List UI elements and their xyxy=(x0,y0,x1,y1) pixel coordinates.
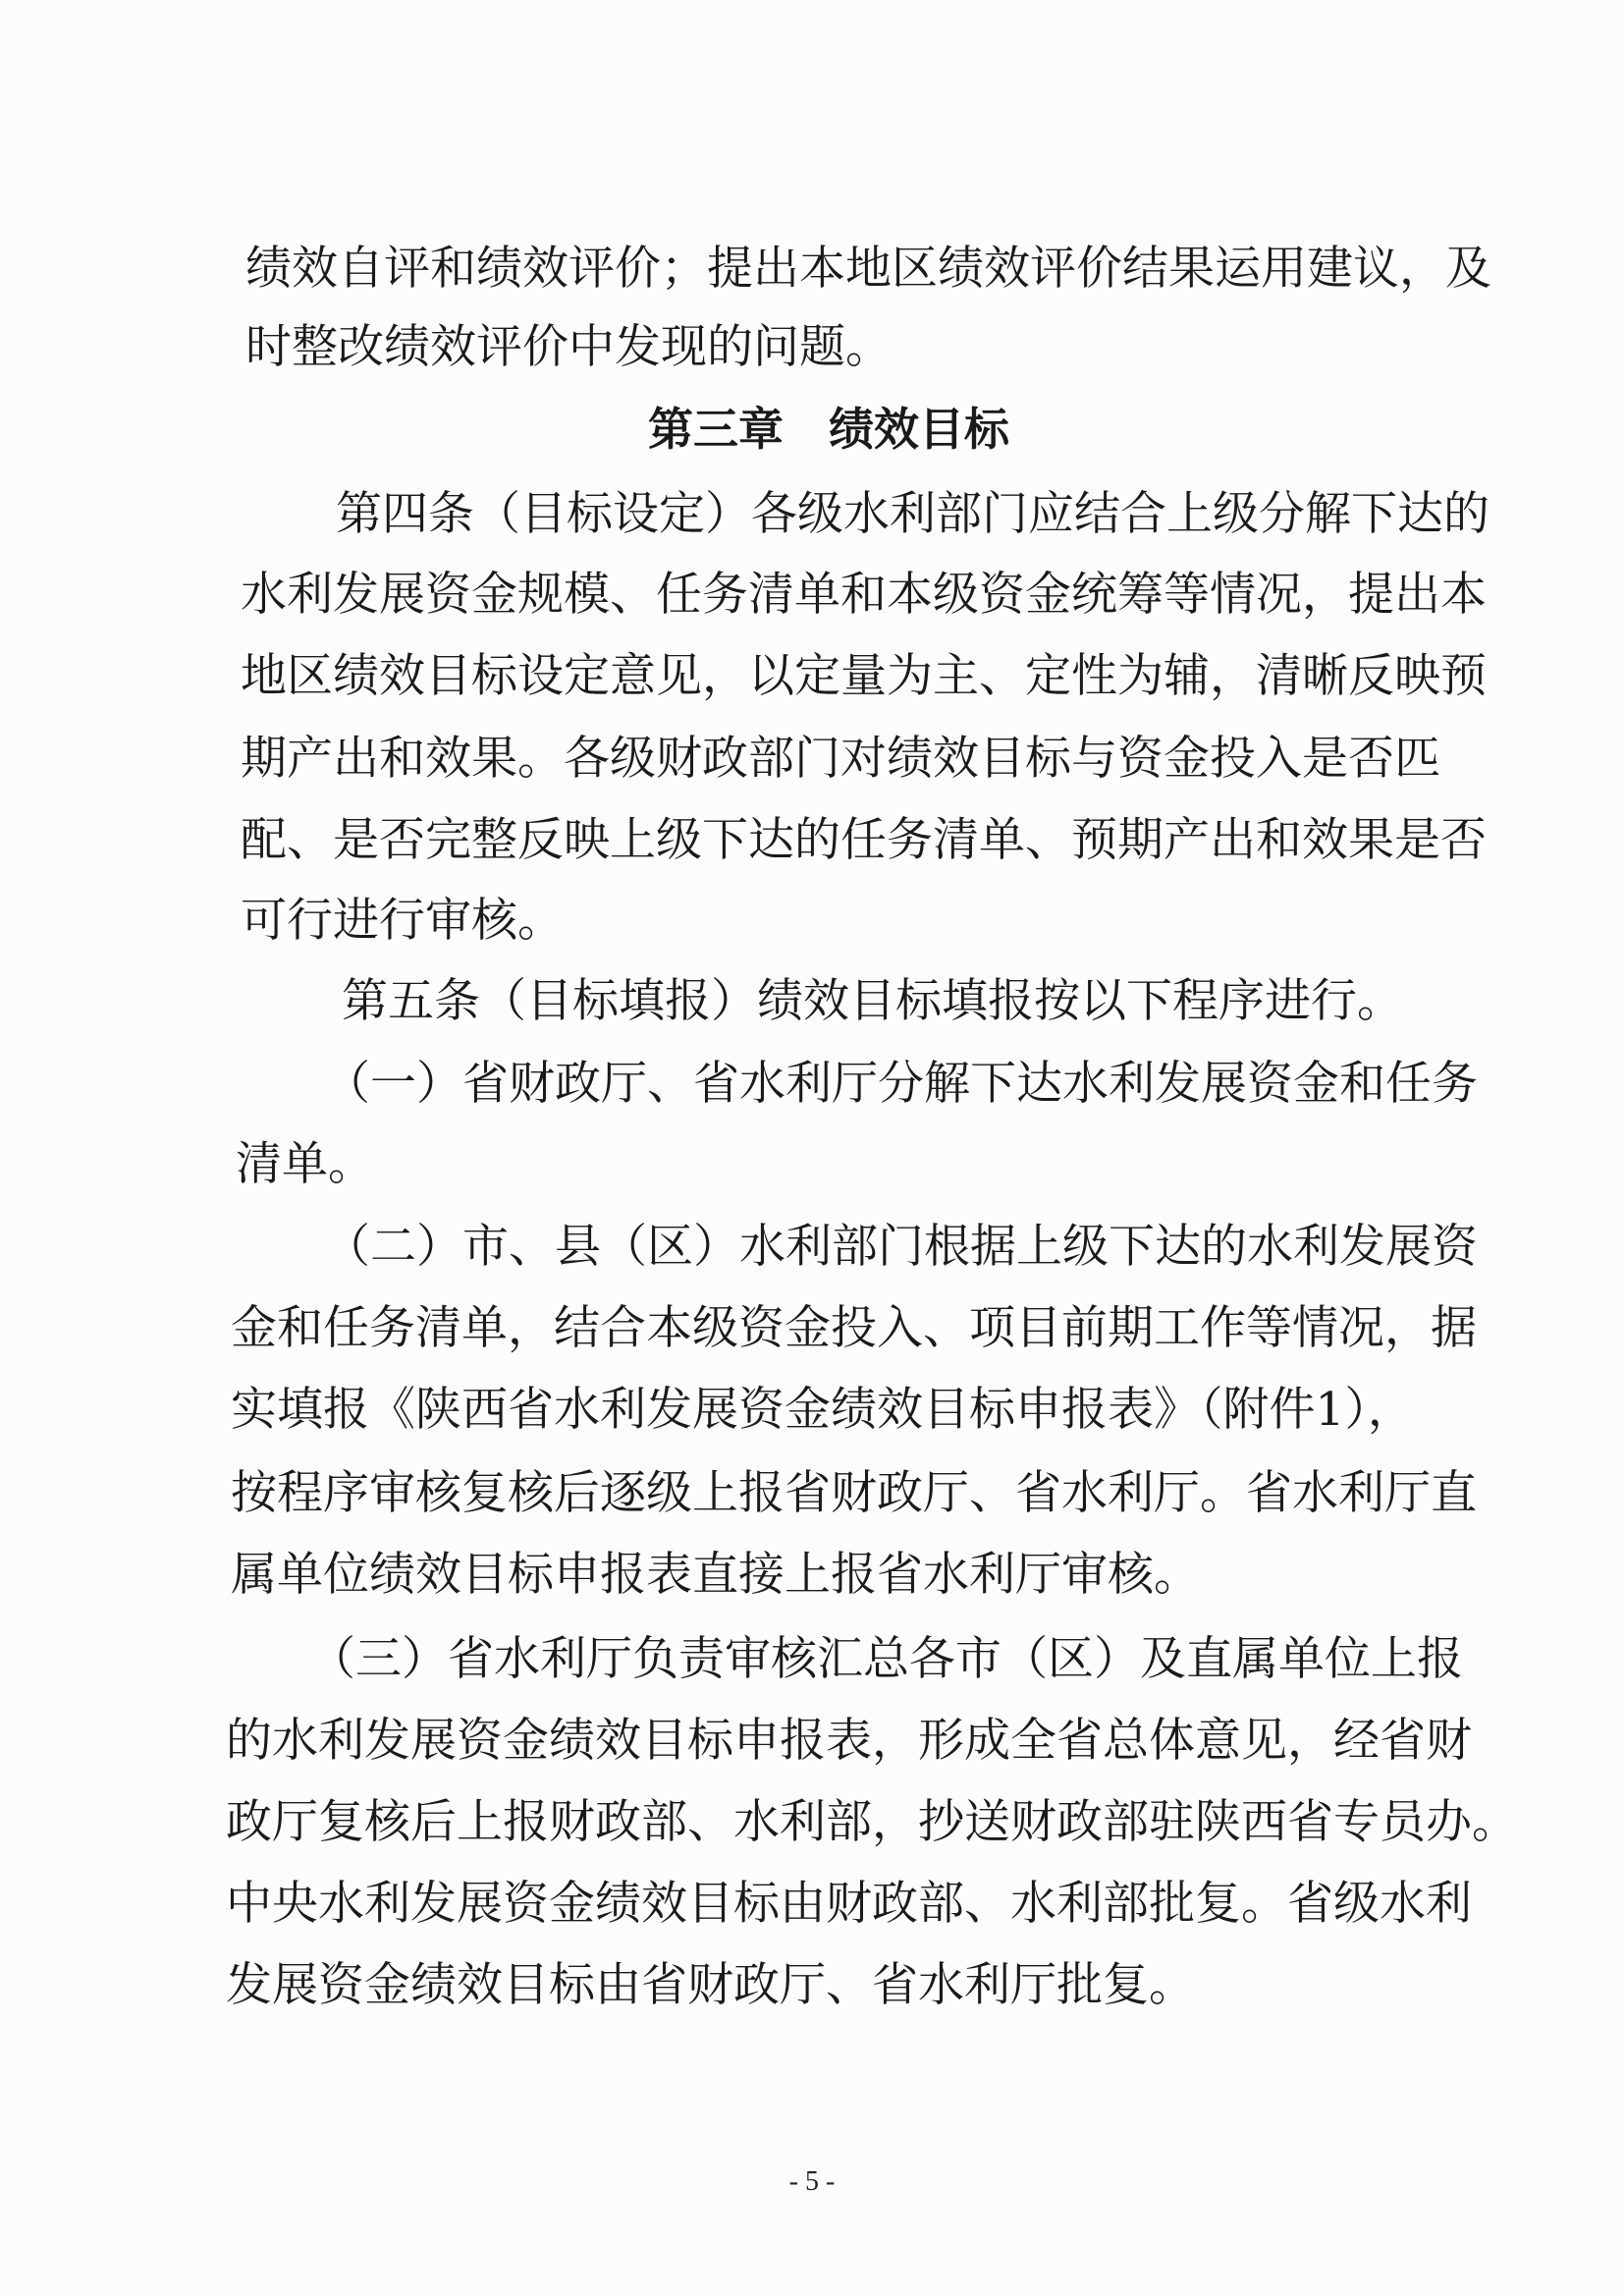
text-line-9: 第五条（目标填报）绩效目标填报按以下程序进行。 xyxy=(342,974,1403,1028)
text-line-19: 政厅复核后上报财政部、水利部，抄送财政部驻陕西省专员办。 xyxy=(226,1795,1518,1849)
text-line-11: 清单。 xyxy=(236,1137,374,1191)
text-line-14: 实填报《陕西省水利发展资金绩效目标申报表》（附件1）， xyxy=(231,1383,1414,1437)
text-line-13: 金和任务清单，结合本级资金投入、项目前期工作等情况，据 xyxy=(231,1301,1477,1355)
text-line-7: 配、是否完整反映上级下达的任务清单、预期产出和效果是否 xyxy=(241,813,1487,867)
text-line-15: 按程序审核复核后逐级上报省财政厅、省水利厅。省水利厅直 xyxy=(231,1466,1477,1520)
page-number: - 5 - xyxy=(788,2166,836,2197)
text-line-4: 水利发展资金规模、任务清单和本级资金统筹等情况，提出本 xyxy=(241,568,1487,622)
text-line-10: （一）省财政厅、省水利厅分解下达水利发展资金和任务 xyxy=(324,1057,1478,1111)
text-line-12: （二）市、县（区）水利部门根据上级下达的水利发展资 xyxy=(324,1220,1478,1274)
text-line-6: 期产出和效果。各级财政部门对绩效目标与资金投入是否匹 xyxy=(241,732,1440,786)
text-line-16: 属单位绩效目标申报表直接上报省水利厅审核。 xyxy=(231,1548,1200,1602)
text-line-5: 地区绩效目标设定意见，以定量为主、定性为辅，清晰反映预 xyxy=(241,649,1487,703)
text-line-17: （三）省水利厅负责审核汇总各市（区）及直属单位上报 xyxy=(309,1632,1463,1686)
text-line-20: 中央水利发展资金绩效目标由财政部、水利部批复。省级水利 xyxy=(226,1877,1472,1931)
text-line-8: 可行进行审核。 xyxy=(241,894,564,948)
text-line-1: 绩效自评和绩效评价；提出本地区绩效评价结果运用建议，及 xyxy=(245,242,1491,296)
text-line-21: 发展资金绩效目标由省财政厅、省水利厅批复。 xyxy=(226,1958,1195,2012)
text-line-18: 的水利发展资金绩效目标申报表，形成全省总体意见，经省财 xyxy=(226,1714,1472,1768)
text-line-3: 第四条（目标设定）各级水利部门应结合上级分解下达的 xyxy=(336,487,1489,541)
chapter-heading: 第三章 绩效目标 xyxy=(648,403,1009,456)
text-line-2: 时整改绩效评价中发现的问题。 xyxy=(245,320,892,374)
